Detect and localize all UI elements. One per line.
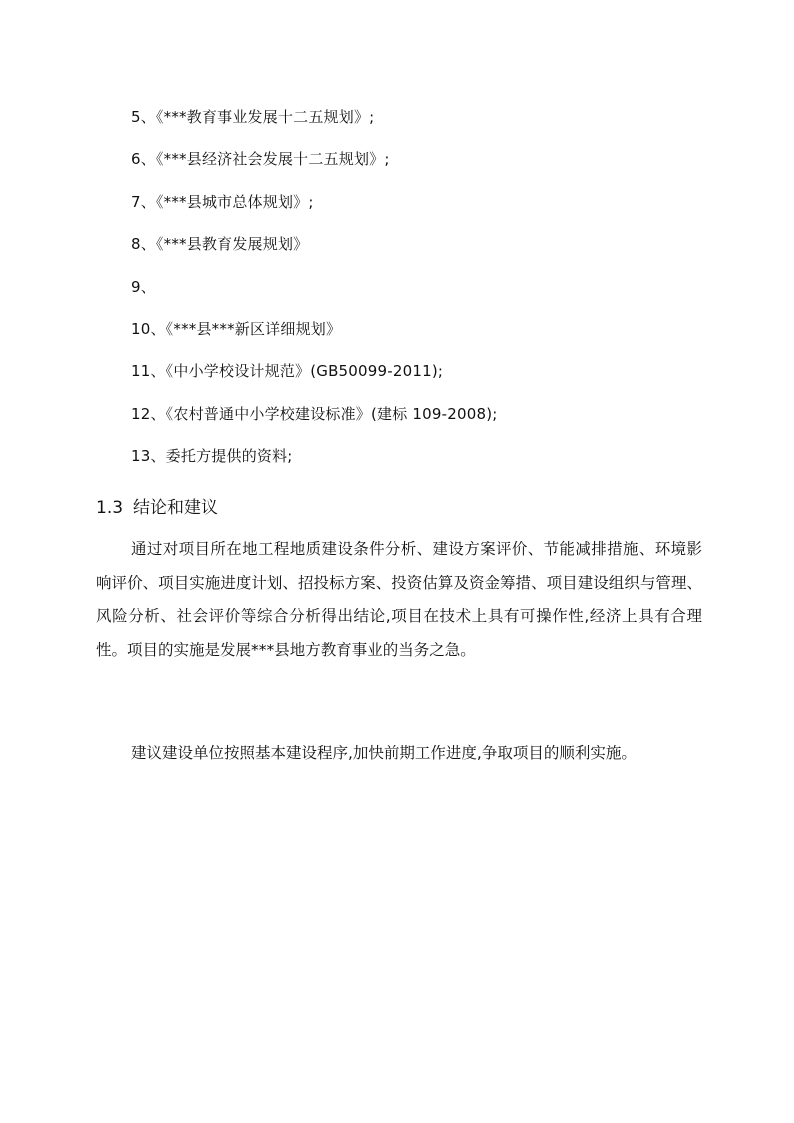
recommendation-paragraph: 建议建设单位按照基本建设程序,加快前期工作进度,争取项目的顺利实施。: [131, 744, 637, 762]
section-title: 结论和建议: [133, 498, 219, 518]
reference-list: [131, 104, 711, 486]
reference-item: 12、《农村普通中小学校建设标准》(建标 109-2008);: [131, 404, 498, 423]
reference-item: 9、: [131, 277, 156, 296]
reference-item: 11、《中小学校设计规范》(GB50099-2011);: [131, 362, 444, 381]
reference-item: 8、《***县教育发展规划》: [131, 235, 309, 254]
reference-item: 7、《***县城市总体规划》;: [131, 192, 314, 211]
section-heading: [96, 495, 218, 521]
reference-item: 6、《***县经济社会发展十二五规划》;: [131, 150, 390, 169]
reference-item: 5、《***教育事业发展十二五规划》;: [131, 108, 375, 126]
reference-item: 10、《***县***新区详细规划》: [131, 319, 342, 338]
reference-item: 13、委托方提供的资料;: [131, 447, 293, 466]
conclusion-paragraph: 通过对项目所在地工程地质建设条件分析、建设方案评价、节能减排措施、环境影响评价、项目实施进度计划、招投标方案、投资估算及资金筹措、项目建设组织与管理、风险分析、社会评价等综合分析得出结论,项目在技术上具有可操作性,经济上具有合理性。项目的实施是发展***县地方教育事业的当务之急。: [96, 540, 702, 659]
section-number: 1.3: [96, 498, 124, 518]
